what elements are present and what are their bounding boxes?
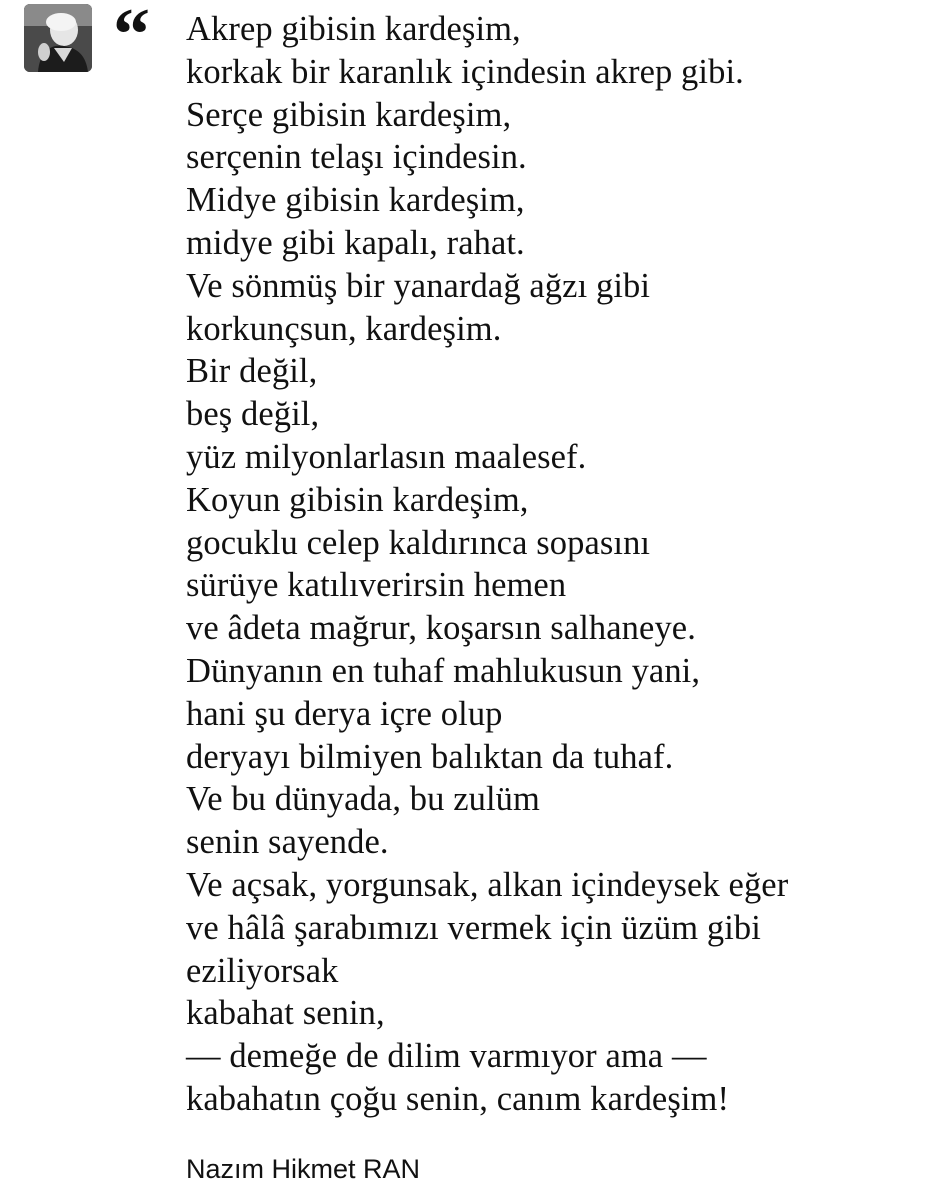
poem-text xyxy=(186,8,788,1121)
poem-line: korkunçsun, kardeşim. xyxy=(186,309,502,348)
poem-line: midye gibi kapalı, rahat. xyxy=(186,223,525,262)
poem-line: deryayı bilmiyen balıktan da tuhaf. xyxy=(186,737,674,776)
poem-line: Bir değil, xyxy=(186,352,318,391)
avatar[interactable] xyxy=(24,4,92,72)
poem-line: Koyun gibisin kardeşim, xyxy=(186,480,529,519)
poem-line: — demeğe de dilim varmıyor ama — xyxy=(186,1037,707,1076)
author-name: Nazım Hikmet RAN xyxy=(186,1154,421,1184)
poem-line: sürüye katılıverirsin hemen xyxy=(186,566,567,605)
poem-line: kabahatın çoğu senin, canım kardeşim! xyxy=(186,1079,730,1118)
portrait-photo-icon xyxy=(24,4,92,72)
poem-line: eziliyorsak xyxy=(186,951,339,990)
poem-line: gocuklu celep kaldırınca sopasını xyxy=(186,523,651,562)
poem-line: ve âdeta mağrur, koşarsın salhaneye. xyxy=(186,609,696,648)
poem-line: kabahat senin, xyxy=(186,994,385,1033)
poem-line: Serçe gibisin kardeşim, xyxy=(186,95,512,134)
poem-line: Akrep gibisin kardeşim, xyxy=(186,10,521,48)
poem-line: Midye gibisin kardeşim, xyxy=(186,181,525,220)
poem-line: serçenin telaşı içindesin. xyxy=(186,138,527,177)
poem-line: yüz milyonlarlasın maalesef. xyxy=(186,437,587,476)
quote-mark: “ xyxy=(113,0,150,76)
poem-line: ve hâlâ şarabımızı vermek için üzüm gibi xyxy=(186,908,761,947)
poem-line: Ve bu dünyada, bu zulüm xyxy=(186,780,540,819)
poem-line: Ve sönmüş bir yanardağ ağzı gibi xyxy=(186,266,651,305)
poem-line: hani şu derya içre olup xyxy=(186,694,503,733)
poem-line: beş değil, xyxy=(186,395,320,434)
poem-line: Ve açsak, yorgunsak, alkan içindeysek eğer xyxy=(186,865,789,904)
poem-line: Dünyanın en tuhaf mahlukusun yani, xyxy=(186,651,701,690)
poem-line: korkak bir karanlık içindesin akrep gibi. xyxy=(186,52,744,91)
poem-line: senin sayende. xyxy=(186,823,389,862)
